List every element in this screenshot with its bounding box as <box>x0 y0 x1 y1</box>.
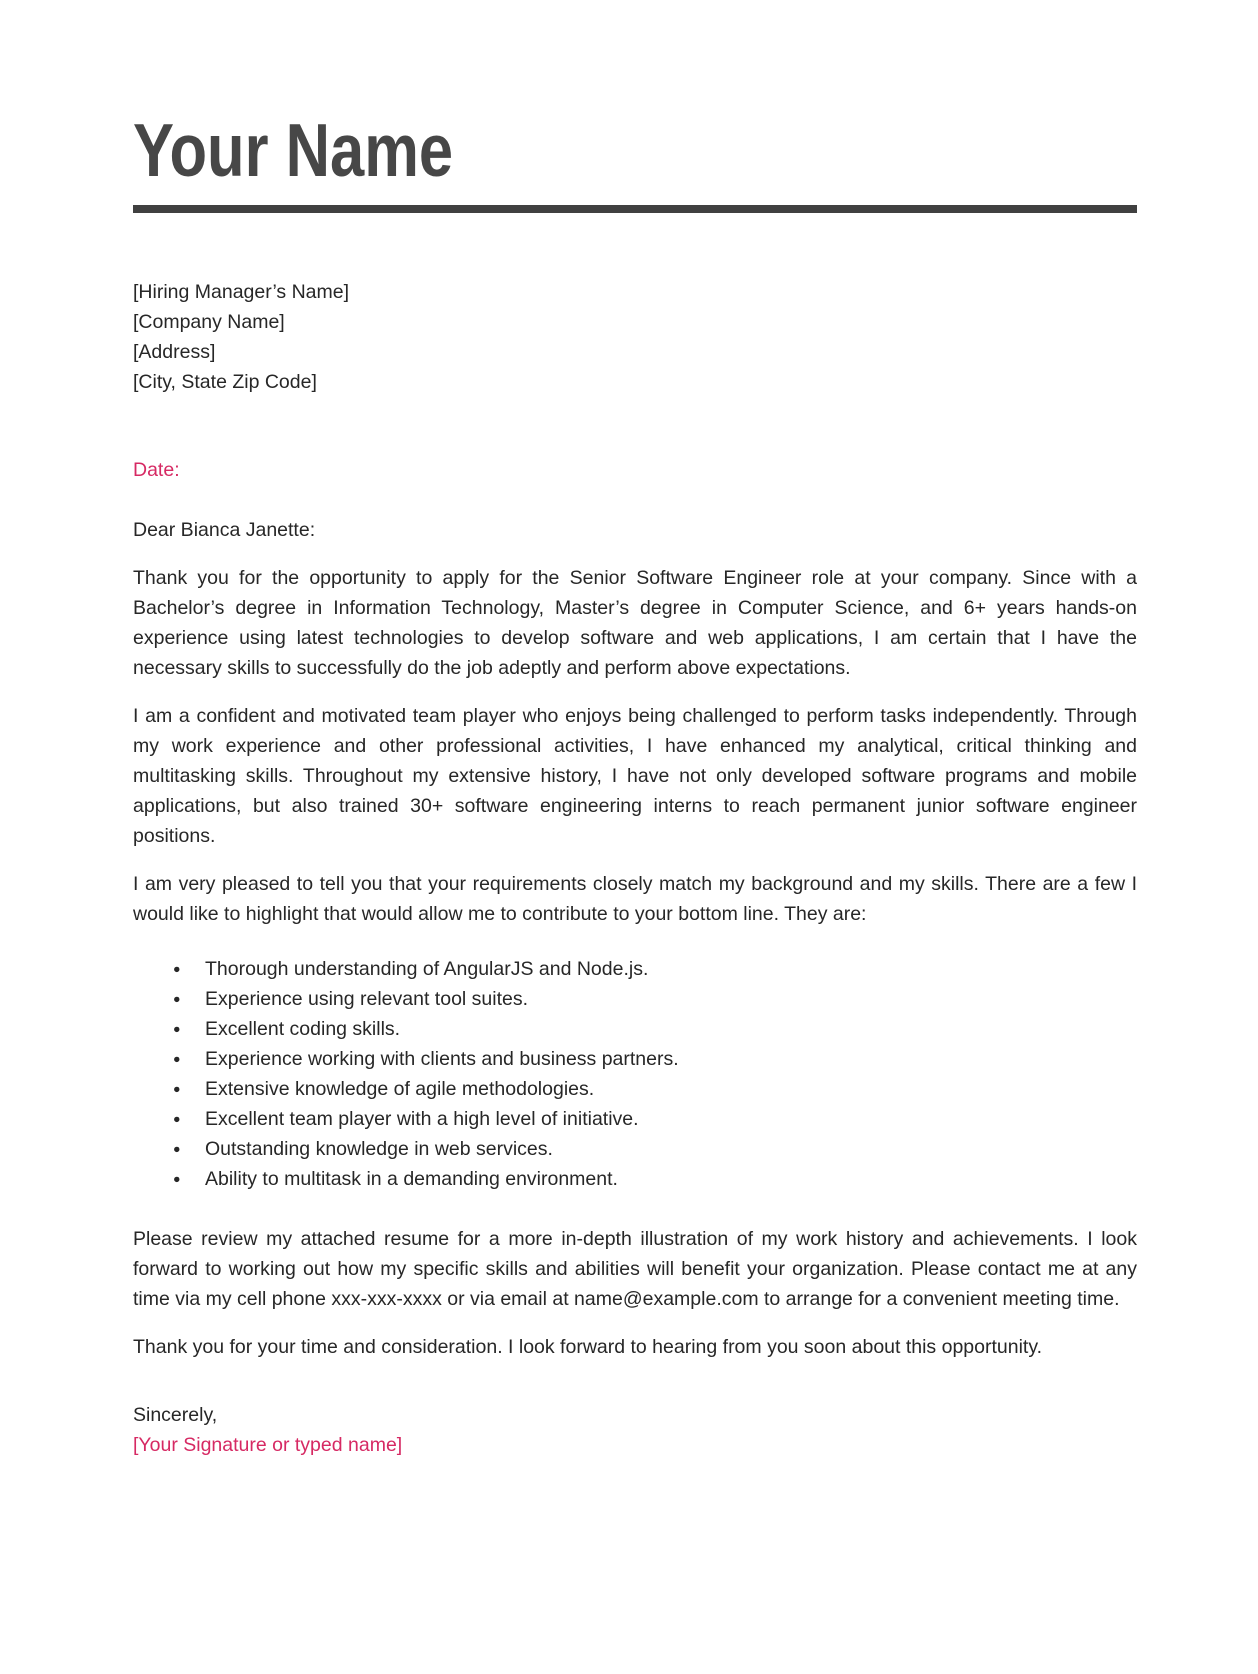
list-item: ● Experience using relevant tool suites. <box>205 984 1137 1014</box>
salutation: Dear Bianca Janette: <box>133 519 316 541</box>
recipient-line-hiring-manager: [Hiring Manager’s Name] <box>133 281 350 303</box>
list-item: ● Excellent team player with a high level of initiative. <box>205 1104 1137 1134</box>
paragraph-intro: Thank you for the opportunity to apply for the Senior Software Engineer role at your company. Since with a Bachelor’s degree in Information Technology, Master’s degree in Computer Science, and 6+ years hands-on experience using latest technologies to develop software and web applications, I am certain that I have the necessary skills to successfully do the job adeptly and perform above expectations. <box>133 567 1137 679</box>
title-divider-rule <box>133 205 1137 213</box>
list-item: ● Extensive knowledge of agile methodologies. <box>205 1074 1137 1104</box>
list-item: ● Outstanding knowledge in web services. <box>205 1134 1137 1164</box>
recipient-block <box>133 277 1137 397</box>
date-label: Date: <box>133 459 180 481</box>
skill-highlight-list <box>133 954 1137 1194</box>
signoff-block <box>133 1400 1137 1460</box>
paragraph-requirements: I am very pleased to tell you that your requirements closely match my background and my skills. There are a few I would like to highlight that would allow me to contribute to your bottom line. They are: <box>133 873 1137 925</box>
paragraph-resume-review: Please review my attached resume for a more in-depth illustration of my work history and achievements. I look forward to working out how my specific skills and abilities will benefit your organization. Please contact me at any time via my cell phone xxx-xxx-xxxx or via email at name@example.com to arrange for a convenient meeting time. <box>133 1228 1137 1310</box>
recipient-line-address: [Address] <box>133 341 216 363</box>
paragraph-thank-you: Thank you for your time and consideration. I look forward to hearing from you soon about this opportunity. <box>133 1336 1043 1358</box>
list-item: ● Excellent coding skills. <box>205 1014 1137 1044</box>
paragraph-experience: I am a confident and motivated team player who enjoys being challenged to perform tasks independently. Through my work experience and other professional activities, I have enhanced my analytical, critical thinking and multitasking skills. Throughout my extensive history, I have not only developed software programs and mobile applications, but also trained 30+ software engineering interns to reach permanent junior software engineer positions. <box>133 705 1137 847</box>
recipient-line-company: [Company Name] <box>133 311 285 333</box>
signature-placeholder: [Your Signature or typed name] <box>133 1434 403 1456</box>
list-item: ● Thorough understanding of AngularJS and Node.js. <box>205 954 1137 984</box>
page-title: Your Name <box>133 108 454 192</box>
list-item: ● Experience working with clients and business partners. <box>205 1044 1137 1074</box>
signoff: Sincerely, <box>133 1404 218 1426</box>
list-item: ● Ability to multitask in a demanding environment. <box>205 1164 1137 1194</box>
recipient-line-city-state-zip: [City, State Zip Code] <box>133 371 317 393</box>
